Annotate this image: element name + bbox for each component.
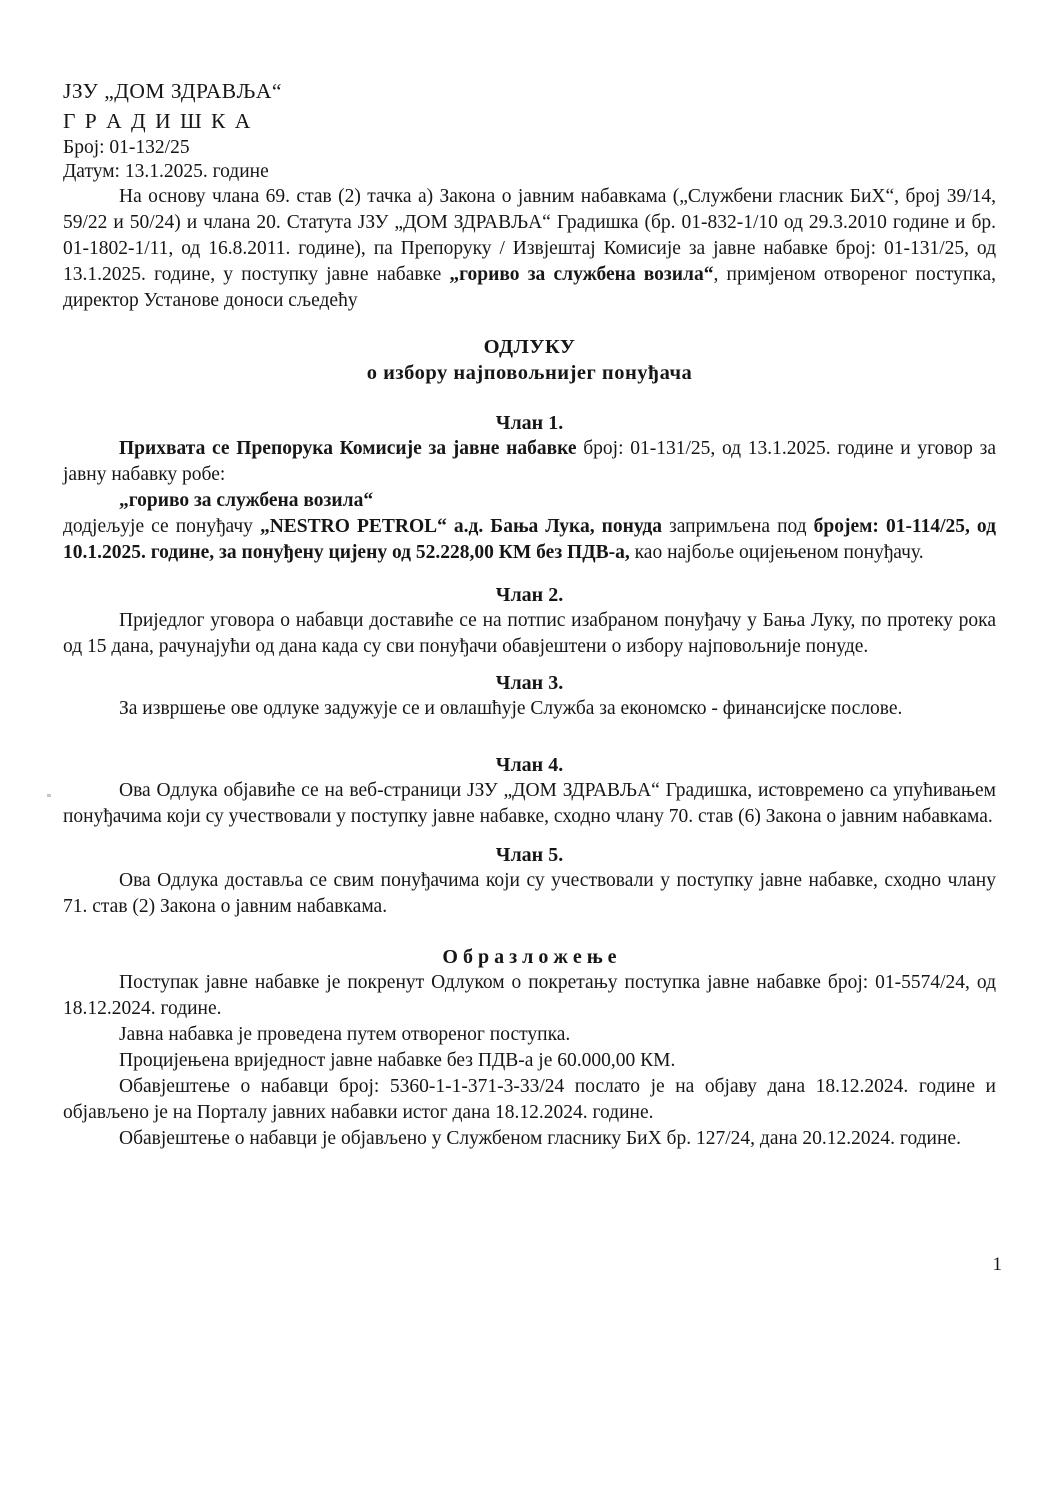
intro-subject-bold: „гориво за службена возила“ [449, 264, 714, 285]
article-1-heading: Члан 1. [495, 412, 564, 434]
decision-title-block [63, 334, 996, 386]
article-1-p2-seg3: запримљена под [662, 516, 814, 537]
article-1-p2-seg5: као најбоље оцијењеном понуђачу. [629, 542, 924, 563]
article-1-p2-seg4-bold: бројем: 01-114/25, од 10.1.2025. године, за понуђену цијену од 52.228,00 КМ без ПДВ-а, [63, 516, 996, 563]
org-city: Г Р А Д И Ш К А [63, 109, 253, 133]
article-4-heading: Члан 4. [495, 754, 564, 776]
article-2-heading: Члан 2. [495, 584, 564, 606]
article-2-body: Приједлог уговора о набавци доставиће се на потпис изабраном понуђачу у Бања Луку, по протеку рока од 15 дана, рачунајући од дана када су сви понуђачи обавјештени о избору најповољније понуде. [63, 610, 996, 657]
article-4-body: Ова Одлука објавиће се на веб-страници ЈЗУ „ДОМ ЗДРАВЉА“ Градишка, истовремено са упућивањем понуђачима који су учествовали у поступку јавне набавке, сходно члану 70. став (6) Закона о јавним набавкама. [63, 780, 996, 827]
doc-number: Број: 01-132/25 [63, 137, 190, 158]
intro-text-1: На основу члана 69. став (2) тачка а) Закона о јавним набавкама („Службени гласник БиХ“, број 39/14, 59/22 и 50/24) и члана 20. Статута ЈЗУ „ДОМ ЗДРАВЉА“ Градишка (бр. 01-832-1/10 од 29.3.2010 године и бр. 01-1802-1/11, од 16.8.2011. године), па Препоруку / Извјештај Комисије за јавне набавке број: 01-131/25, од 13.1.2025. године, у поступку јавне набавке [63, 186, 996, 285]
page-number: 1 [992, 1254, 1002, 1275]
rationale-paragraph-1: Поступак јавне набавке је покренут Одлуком о покретању поступка јавне набавке број: 01-5574/24, од 18.12.2024. године. [63, 972, 996, 1019]
article-1-subject-line: „гориво за службена возила“ [119, 490, 374, 511]
rationale-paragraph-5: Обавјештење о набавци је објављено у Службеном гласнику БиХ бр. 127/24, дана 20.12.2024. године. [119, 1128, 961, 1149]
article-1-paragraph-1 [63, 436, 996, 488]
org-name: ЈЗУ „ДОМ ЗДРАВЉА“ [63, 79, 282, 103]
rationale-paragraph-4: Обавјештење о набавци број: 5360-1-1-371-3-33/24 послато је на објаву дана 18.12.2024. године и објављено је на Порталу јавних набавки истог дана 18.12.2024. године. [63, 1076, 996, 1123]
doc-date: Датум: 13.1.2025. године [63, 161, 269, 182]
rationale-paragraph-3: Процијењена вриједност јавне набавке без ПДВ-а је 60.000,00 КМ. [119, 1050, 676, 1071]
scan-speck-artifact [47, 794, 51, 797]
article-3-body: За извршење ове одлуке задужује се и овлашћује Служба за економско - финансијске послове. [119, 698, 903, 719]
article-1-p1-bold: Прихвата се Препорука Комисије за јавне набавке [119, 438, 577, 459]
letterhead [63, 76, 996, 184]
rationale-heading: О б р а з л о ж е њ е [442, 946, 617, 968]
rationale-paragraph-2: Јавна набавка је проведена путем отвореног поступка. [119, 1024, 571, 1045]
article-1-p1-rest: број: 01-131/25, од 13.1.2025. године и уговор за јавну набавку робе: [63, 438, 996, 485]
article-5-body: Ова Одлука доставља се свим понуђачима који су учествовали у поступку јавне набавке, сходно члану 71. став (2) Закона о јавним набавкама. [63, 870, 996, 917]
article-1-p2-seg2-bold: „NESTRO PETROL“ а.д. Бања Лука, понуда [259, 516, 663, 537]
intro-text-2: , примјеном отвореног поступка, директор Установе доноси сљедећу [63, 264, 997, 311]
decision-title: ОДЛУКУ [483, 336, 576, 358]
article-1-p2-seg1: додјељује се понуђачу [63, 516, 260, 537]
article-5-heading: Члан 5. [495, 844, 564, 866]
decision-subtitle: о избору најповољнијег понуђача [366, 362, 693, 384]
article-1-paragraph-2 [63, 514, 996, 566]
intro-paragraph [63, 184, 996, 314]
article-3-heading: Члан 3. [495, 672, 564, 694]
